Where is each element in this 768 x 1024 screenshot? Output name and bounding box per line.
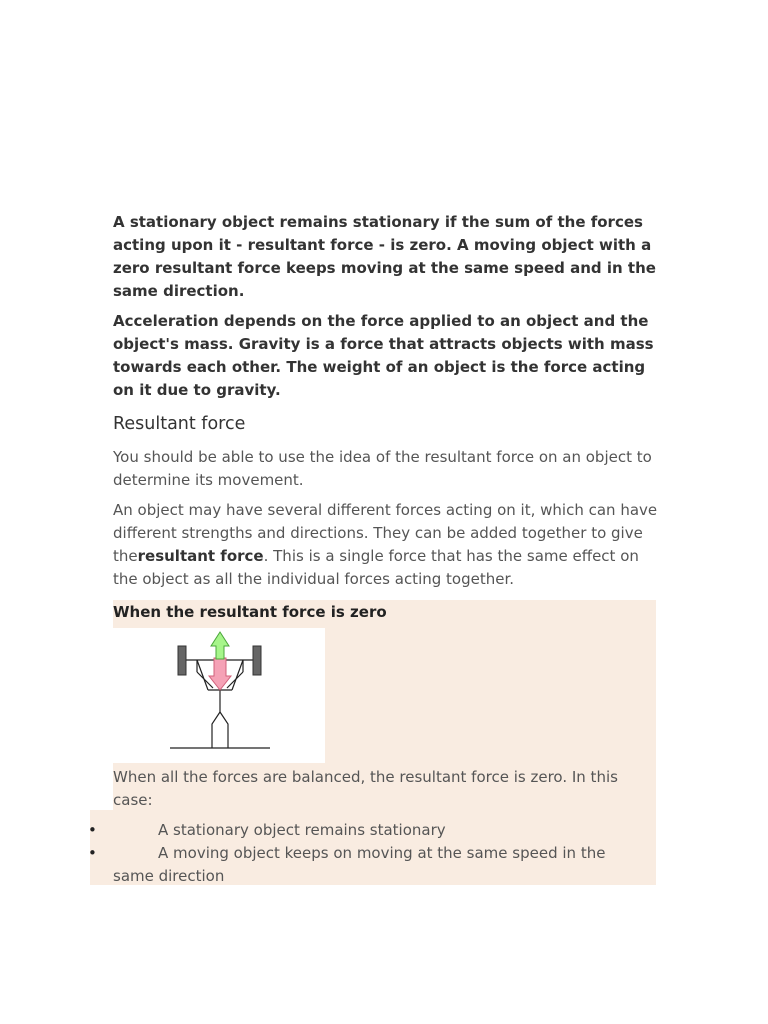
intro-paragraph-1: A stationary object remains stationary if the sum of the forces acting upon it - resultant force - is zero. A moving object with a zero resultant force keeps moving at the same speed and in the same direction. (113, 213, 656, 300)
weightlifter-figure (113, 628, 325, 763)
box-title: When the resultant force is zero (113, 603, 387, 621)
article-content (113, 211, 658, 598)
list-item (88, 842, 648, 888)
weightlifter-balanced-forces-icon (113, 628, 325, 763)
bullet-dot: • (88, 844, 97, 862)
paragraph-text-start: An object may have several different forces acting on it, which can have different strengths and directions. They can be added together to give the (113, 501, 658, 565)
intro-paragraph-2: Acceleration depends on the force applied to an object and the object's mass. Gravity is a force that attracts objects with mass towards each other. The weight of an object is the force acting on it due to gravity. (113, 312, 654, 399)
bullet-list (88, 819, 648, 888)
list-item-text: A moving object keeps on moving at the same speed in the same direction (113, 844, 606, 885)
resultant-force-term: resultant force (137, 547, 264, 565)
box-explanation: When all the forces are balanced, the resultant force is zero. In this case: (113, 768, 618, 809)
section-heading: Resultant force (113, 414, 246, 434)
section-paragraph-1: You should be able to use the idea of the resultant force on an object to determine its movement. (113, 448, 652, 489)
paragraph-text-end: . This is a single force that has the same effect on the object as all the individual forces acting together. (113, 547, 639, 588)
bullet-dot: • (88, 821, 97, 839)
list-item-text: A stationary object remains stationary (158, 821, 446, 839)
section-paragraph-2 (113, 499, 658, 591)
list-item (88, 819, 648, 842)
